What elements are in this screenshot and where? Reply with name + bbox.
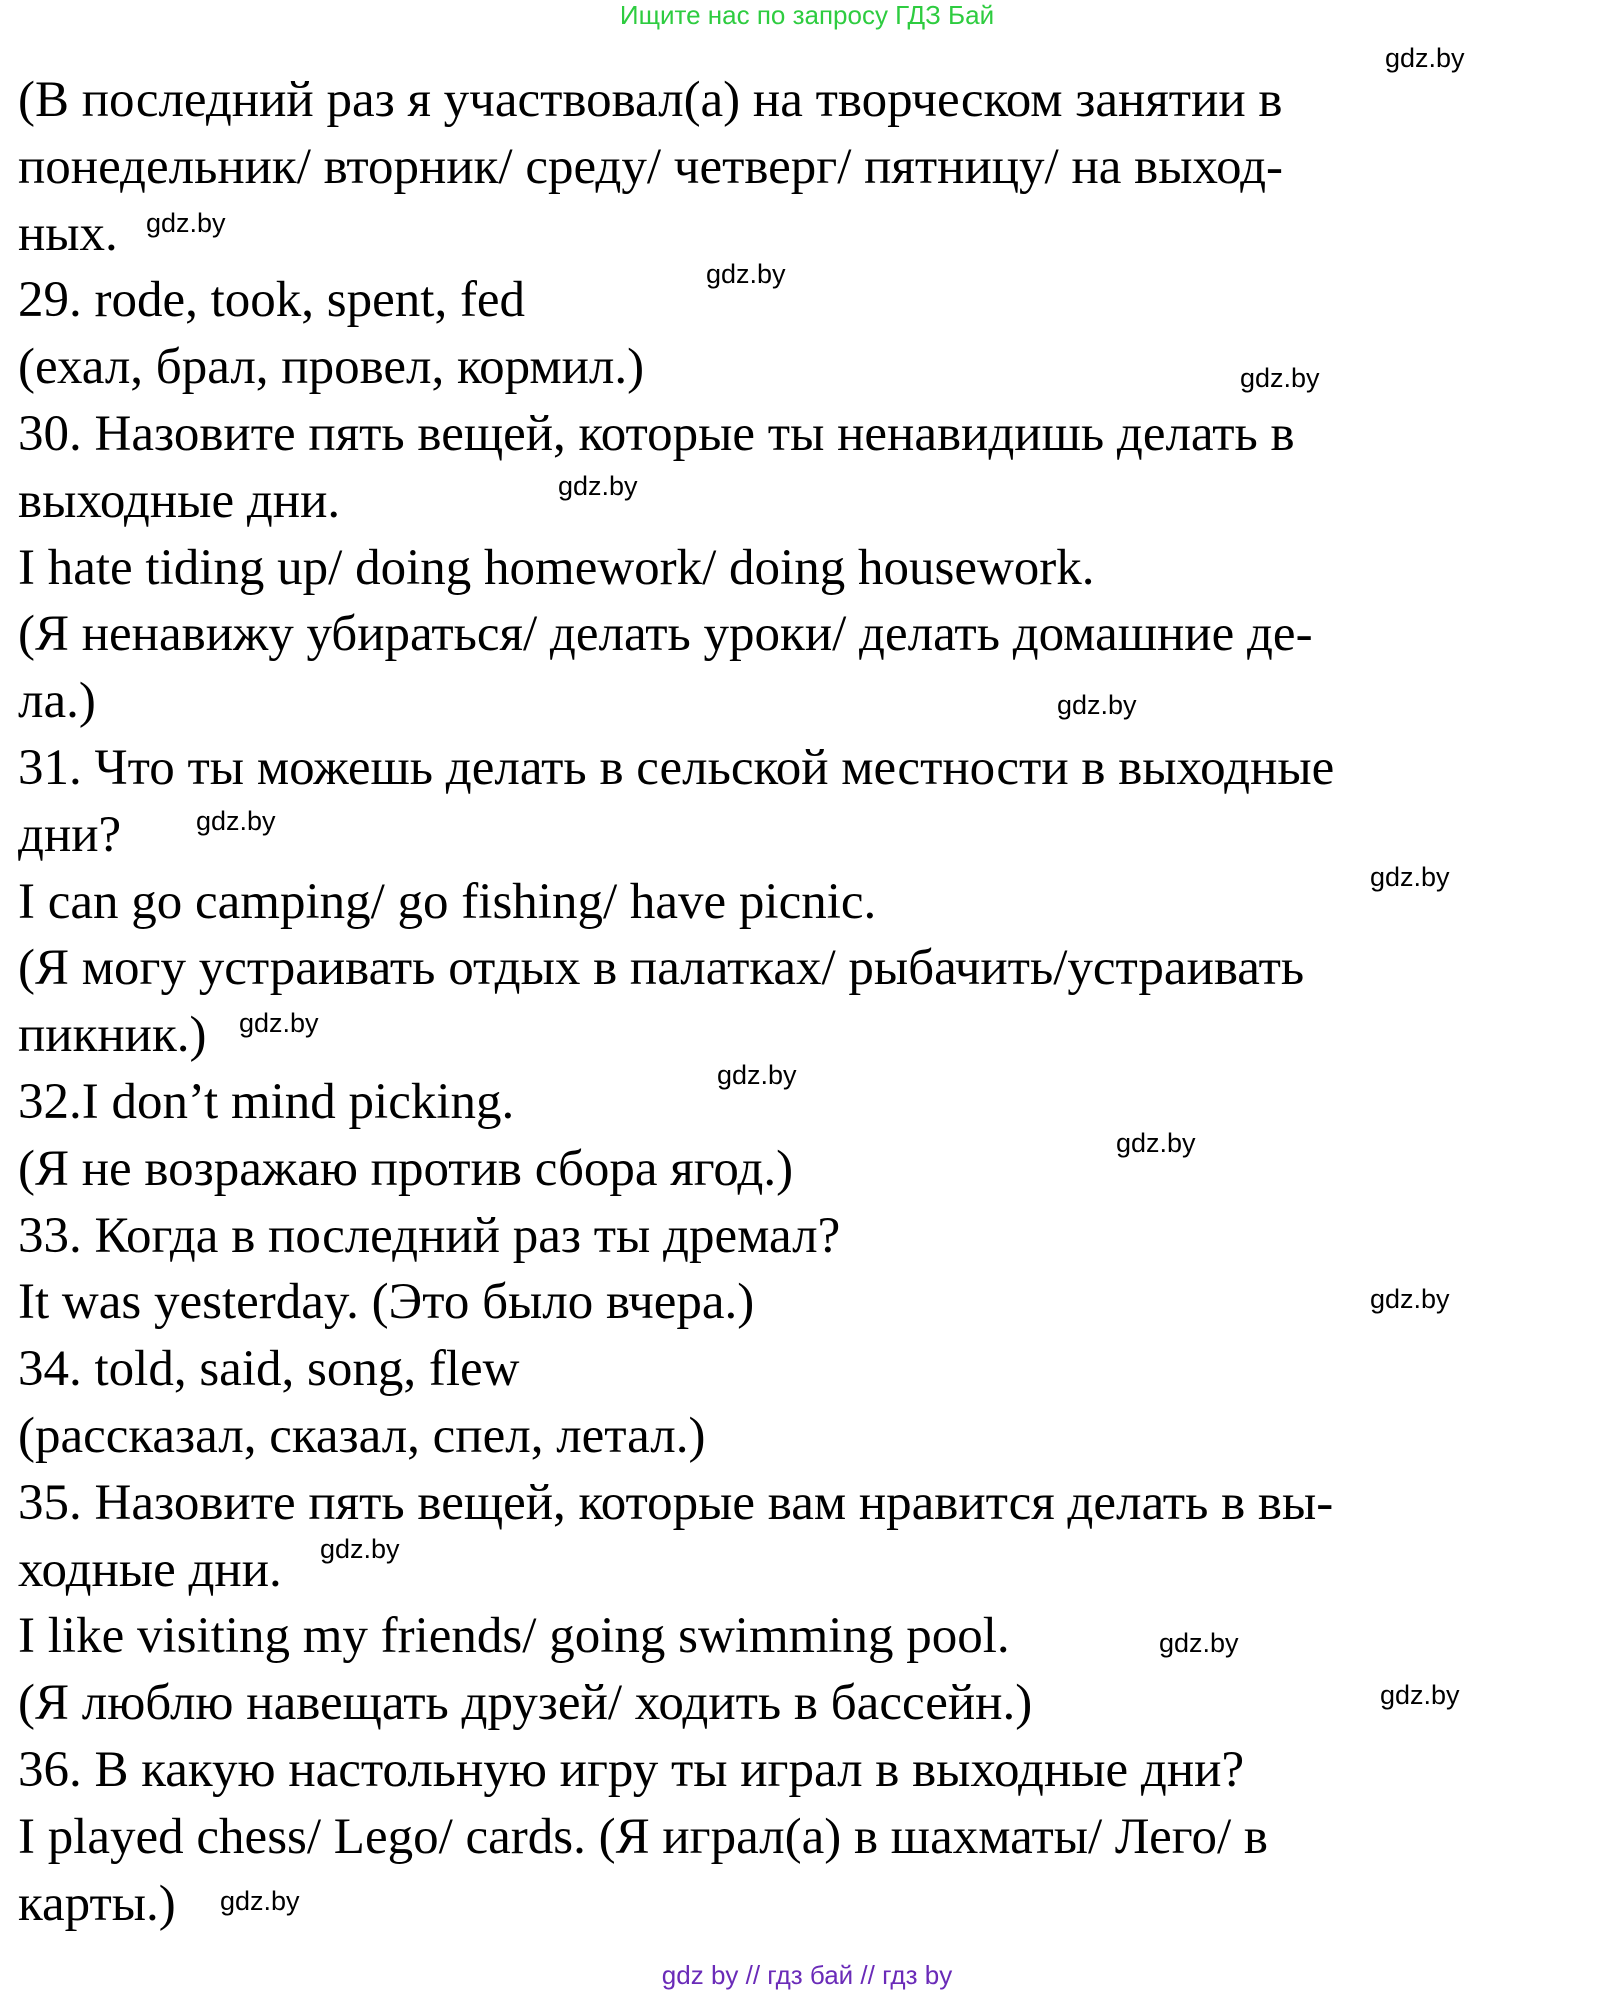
watermark: gdz.by (717, 1060, 797, 1090)
footer-banner: gdz by // гдз бай // гдз by (661, 1960, 953, 1990)
header-banner: Ищите нас по запросу ГДЗ Бай (619, 0, 995, 30)
watermark: gdz.by (1385, 43, 1465, 73)
document-body (18, 67, 1578, 1937)
text-line: ходные дни. (18, 1541, 282, 1598)
text-line: (Я люблю навещать друзей/ ходить в бассейн.) (18, 1675, 1033, 1732)
text-line: 31. Что ты можешь делать в сельской местности в выходные (18, 739, 1335, 796)
text-line: 32.I don’t mind picking. (18, 1073, 515, 1130)
watermark: gdz.by (1370, 1284, 1450, 1314)
text-line: I played chess/ Lego/ cards. (Я играл(а) в шахматы/ Лего/ в (18, 1808, 1268, 1865)
text-line: It was yesterday. (Это было вчера.) (18, 1274, 755, 1331)
watermark: gdz.by (220, 1886, 300, 1916)
text-line: (Я могу устраивать отдых в палатках/ рыбачить/устраивать (18, 940, 1305, 997)
text-line: 33. Когда в последний раз ты дремал? (18, 1207, 841, 1264)
watermark: gdz.by (239, 1008, 319, 1038)
watermark: gdz.by (1159, 1628, 1239, 1658)
watermark: gdz.by (1240, 363, 1320, 393)
text-line: (Я ненавижу убираться/ делать уроки/ делать домашние де- (18, 606, 1313, 663)
text-line: (В последний раз я участвовал(а) на творческом занятии в (18, 72, 1283, 128)
watermark: gdz.by (1370, 862, 1450, 892)
text-line: дни? (18, 806, 122, 863)
text-line: ла.) (18, 673, 96, 730)
text-line: (рассказал, сказал, спел, летал.) (18, 1407, 706, 1464)
watermark: gdz.by (1380, 1680, 1460, 1710)
watermark: gdz.by (558, 471, 638, 501)
text-line: (Я не возражаю против сбора ягод.) (18, 1140, 794, 1197)
text-line: выходные дни. (18, 472, 341, 529)
watermark: gdz.by (1116, 1128, 1196, 1158)
watermark: gdz.by (1057, 690, 1137, 720)
text-line: карты.) (18, 1875, 176, 1932)
text-line: I like visiting my friends/ going swimming pool. (18, 1608, 1010, 1665)
text-line: 35. Назовите пять вещей, которые вам нравится делать в вы- (18, 1474, 1334, 1531)
text-line: I hate tiding up/ doing homework/ doing housework. (18, 539, 1095, 596)
text-line: 30. Назовите пять вещей, которые ты ненавидишь делать в (18, 405, 1295, 462)
text-line: понедельник/ вторник/ среду/ четверг/ пятницу/ на выход- (18, 138, 1284, 195)
text-line: пикник.) (18, 1007, 207, 1064)
watermark: gdz.by (196, 806, 276, 836)
text-line: ных. (18, 205, 118, 262)
text-line: (ехал, брал, провел, кормил.) (18, 339, 645, 396)
watermark: gdz.by (706, 259, 786, 289)
watermark: gdz.by (320, 1534, 400, 1564)
text-line: 36. В какую настольную игру ты играл в выходные дни? (18, 1741, 1245, 1798)
watermark: gdz.by (146, 208, 226, 238)
text-line: 29. rode, took, spent, fed (18, 272, 526, 329)
text-line: 34. told, said, song, flew (18, 1341, 520, 1398)
text-line: I can go camping/ go fishing/ have picnic. (18, 873, 877, 930)
